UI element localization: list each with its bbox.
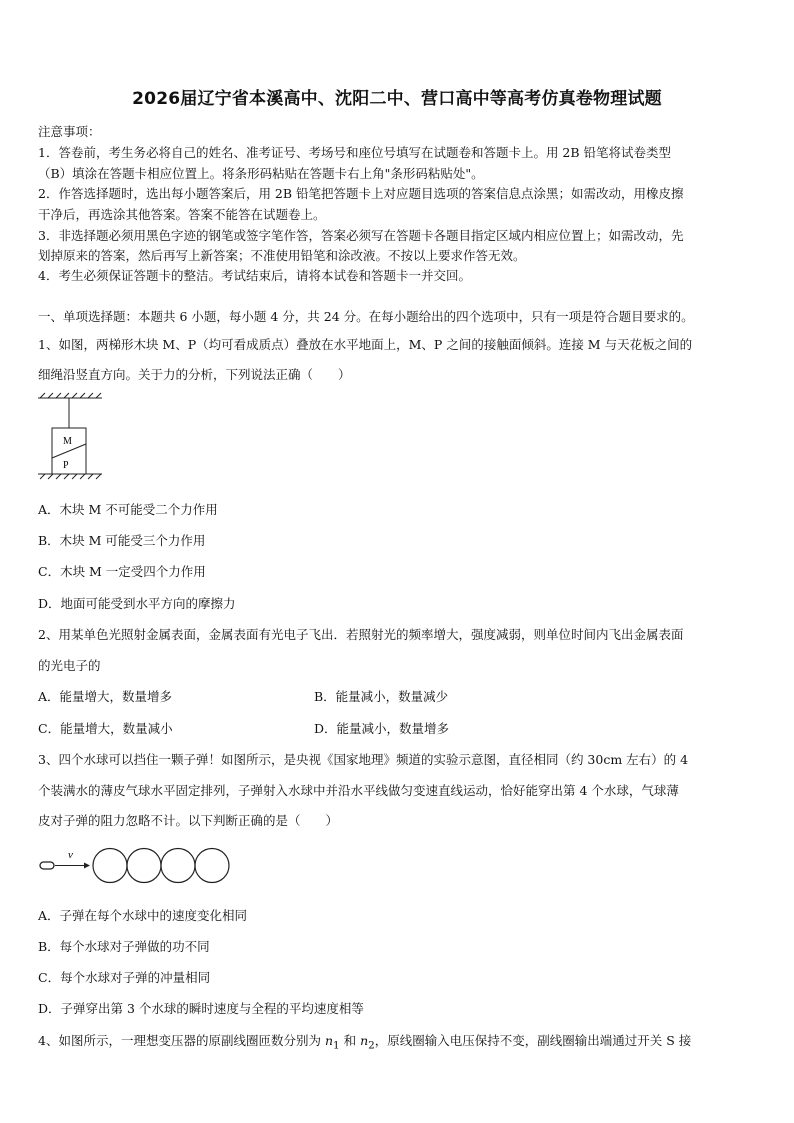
q3-option-c: C．每个水球对子弹的冲量相同 [38,970,211,985]
note-1-line-1: 1．答卷前，考生务必将自己的姓名、准考证号、考场号和座位号填写在试题卷和答题卡上。用 2B 铅笔将试卷类型 [38,145,672,160]
page-title: 2026届辽宁省本溪高中、沈阳二中、营口高中等高考仿真卷物理试题 [132,89,662,109]
q3-option-d: D．子弹穿出第 3 个水球的瞬时速度与全程的平均速度相等 [38,1001,364,1016]
q1-option-c: C．木块 M 一定受四个力作用 [38,564,206,579]
q4-stem-mid: 和 [339,1033,361,1048]
water-ball-2 [127,849,161,883]
note-3-line-2: 划掉原来的答案，然后再写上新答案；不准使用铅笔和涂改液。不按以上要求作答无效。 [38,248,526,263]
q2-option-c: C．能量增大，数量减小 [38,721,173,736]
q3-stem-line-3: 皮对子弹的阻力忽略不计。以下判断正确的是（ ） [38,813,339,828]
q4-stem-line-1 [38,1031,760,1052]
note-1-line-2: （B）填涂在答题卡相应位置上。将条形码粘贴在答题卡右上角"条形码粘贴处"。 [38,166,484,181]
q2-stem-line-2: 的光电子的 [38,658,101,673]
water-ball-1 [93,849,127,883]
label-p: P [63,460,69,471]
arrow-head [84,863,90,869]
q3-stem-line-2: 个装满水的薄皮气球水平固定排列，子弹射入水球中并沿水平线做匀变速直线运动，恰好能穿出第 4 个水球，气球薄 [38,783,679,798]
ceiling [38,393,102,398]
notes-heading: 注意事项： [38,124,101,139]
q1-stem-line-2: 细绳沿竖直方向。关于力的分析，下列说法正确（ ） [38,367,351,382]
note-4: 4．考生必须保证答题卡的整洁。考试结束后，请将本试卷和答题卡一并交回。 [38,268,471,283]
q1-blocks-figure [36,392,106,484]
bullet [40,862,54,869]
q1-stem-line-1: 1、如图，两梯形木块 M、P（均可看成质点）叠放在水平地面上，M、P 之间的接触面倾斜。连接 M 与天花板之间的 [38,337,693,352]
q2-option-d: D．能量减小，数量增多 [314,721,450,736]
q4-n2-sub: 2 [368,1039,375,1052]
q4-n1: n [324,1033,333,1048]
q1-option-b: B．木块 M 可能受三个力作用 [38,533,206,548]
label-m: M [63,436,72,447]
q2-option-a: A．能量增大，数量增多 [38,689,173,704]
q4-stem-post: ，原线圈输入电压保持不变，副线圈输出端通过开关 S 接 [374,1033,692,1048]
label-v: v [68,849,73,861]
q3-option-a: A．子弹在每个水球中的速度变化相同 [38,908,248,923]
q4-stem-pre: 4、如图所示，一理想变压器的原副线圈匝数分别为 [38,1033,325,1048]
q1-option-d: D．地面可能受到水平方向的摩擦力 [38,596,236,611]
note-2-line-2: 干净后，再选涂其他答案。答案不能答在试题卷上。 [38,207,326,222]
water-ball-4 [195,849,229,883]
q3-option-b: B．每个水球对子弹做的功不同 [38,939,210,954]
q2-stem-line-1: 2、用某单色光照射金属表面，金属表面有光电子飞出．若照射光的频率增大，强度减弱，则单位时间内飞出金属表面 [38,627,684,642]
note-2-line-1: 2．作答选择题时，选出每小题答案后，用 2B 铅笔把答题卡上对应题目选项的答案信息点涂黑；如需改动，用橡皮擦 [38,186,684,201]
q1-option-a: A．木块 M 不可能受二个力作用 [38,502,218,517]
q3-stem-line-1: 3、四个水球可以挡住一颗子弹！如图所示，是央视《国家地理》频道的实验示意图，直径相同（约 30cm 左右）的 4 [38,752,689,767]
q4-n1-sub: 1 [333,1039,340,1052]
ground [38,474,102,479]
section-heading: 一、单项选择题：本题共 6 小题，每小题 4 分，共 24 分。在每小题给出的四个选项中，只有一项是符合题目要求的。 [38,309,694,324]
q4-n2: n [360,1033,369,1048]
q3-water-balls-figure [36,846,242,886]
note-3-line-1: 3．非选择题必须用黑色字迹的钢笔或签字笔作答，答案必须写在答题卡各题目指定区域内相应位置上；如需改动，先 [38,228,684,243]
q2-option-b: B．能量减小，数量减少 [314,689,449,704]
water-ball-3 [161,849,195,883]
